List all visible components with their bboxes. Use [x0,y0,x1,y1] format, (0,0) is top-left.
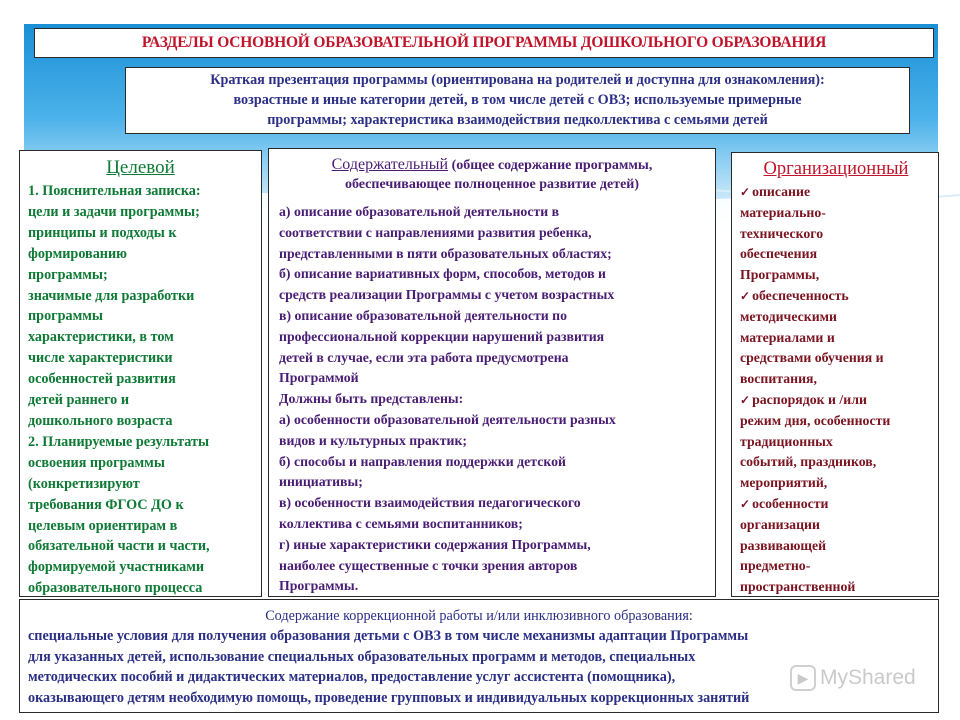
content-line: Должны быть представлены: [279,391,464,407]
content-line: инициативы; [279,474,363,490]
check-icon: ✓ [740,288,751,303]
target-line: 2. Планируемые результаты [28,433,210,450]
target-body [28,181,253,597]
content-line: Программой [279,370,359,386]
content-line: наиболее существенные с точки зрения авторов [279,557,578,573]
watermark-text: MyShared [820,666,916,689]
content-header [279,155,705,194]
content-body [279,202,705,597]
brief-line: возрастные и иные категории детей, в том числе детей с ОВЗ; используемые примерные [233,92,802,108]
target-line: образовательного процесса [28,580,203,597]
content-line: Программы. [279,578,359,594]
org-line: режим дня, особенности [740,412,891,428]
target-line: особенностей развития [28,371,176,388]
org-item [740,286,932,390]
correction-line: оказывающего детям необходимую помощь, проведение групповых и индивидуальных коррекционных занятий [28,689,750,706]
page-title: РАЗДЕЛЫ ОСНОВНОЙ ОБРАЗОВАТЕЛЬНОЙ ПРОГРАММЫ ДОШКОЛЬНОГО ОБРАЗОВАНИЯ [34,28,934,58]
org-line: распорядок и /или [752,391,867,407]
target-line: программы; [28,266,108,283]
org-line: обеспечения [740,246,818,262]
content-line: б) способы и направления поддержки детской [279,453,566,469]
target-line: принципы и подходы к [28,224,177,241]
watermark [790,662,930,694]
org-line: методическими [740,308,837,324]
target-line: значимые для разработки [28,287,195,304]
correction-line: специальные условия для получения образования детьми с ОВЗ в том числе механизмы адаптации Программы [28,628,749,645]
org-line: развивающей [740,537,827,553]
check-icon: ✓ [740,496,751,511]
target-line: формируемой участниками [28,559,205,576]
correction-line: методических пособий и дидактических материалов, предоставление услуг ассистента (помощника), [28,669,676,686]
org-body [740,182,932,597]
target-line: формированию [28,245,128,262]
org-item [740,494,932,597]
brief-line: Краткая презентация программы (ориентирована на родителей и доступна для ознакомления): [210,72,825,88]
target-line: детей раннего и [28,392,129,409]
org-line: описание [752,184,811,199]
correction-section [19,599,939,713]
target-line: требования ФГОС ДО к [28,496,184,513]
content-line: б) описание вариативных форм, способов, методов и [279,266,606,282]
target-line: числе характеристики [28,350,173,367]
watermark-icon: ▶ [790,665,816,691]
content-line: представленными в пяти образовательных областях; [279,245,612,261]
org-line: материалами и [740,329,835,345]
content-heading-line2: обеспечивающее полноценное развитие детей) [344,177,640,192]
org-line: пространственной [740,579,856,595]
org-line: организации [740,516,820,532]
org-line: предметно- [740,558,811,574]
org-section [731,152,939,597]
content-line: детей в случае, если эта работа предусмотрена [279,349,569,365]
org-line: Программы, [740,267,820,283]
org-line: событий, праздников, [740,454,877,470]
org-line: особенности [752,495,829,511]
org-line: традиционных [740,433,833,449]
org-item [740,390,932,494]
content-line: видов и культурных практик; [279,432,468,448]
target-line: целевым ориентирам в [28,517,178,534]
content-heading: Содержательный [331,156,449,173]
target-line: 1. Пояснительная записка: [28,183,201,199]
target-section [19,150,262,597]
org-line: обеспеченность [752,287,849,303]
content-line: средств реализации Программы с учетом возрастных [279,287,615,303]
content-line: в) особенности взаимодействия педагогического [279,495,581,511]
target-line: освоения программы [28,454,165,471]
correction-line: для указанных детей, использование специальных образовательных программ и методов, специальных [28,648,696,665]
content-line: в) описание образовательной деятельности по [279,307,568,323]
org-item [740,182,932,286]
content-line: соответствии с направлениями развития ребенка, [279,224,592,240]
content-line: г) иные характеристики содержания Программы, [279,536,591,552]
target-heading: Целевой [106,157,175,178]
content-heading-note: (общее содержание программы, [448,158,653,173]
org-line: воспитания, [740,371,817,387]
target-line: цели и задачи программы; [28,203,200,220]
content-line: профессиональной коррекции нарушений развития [279,328,605,344]
target-line: обязательной части и части, [28,538,210,555]
org-heading: Организационный [763,159,909,179]
target-line: характеристики, в том [28,329,174,346]
check-icon: ✓ [740,392,751,407]
content-section [268,148,716,597]
brief-presentation-box [125,67,910,134]
target-line: программы [28,308,103,325]
org-line: мероприятий, [740,475,828,491]
correction-heading: Содержание коррекционной работы и/или инклюзивного образования: [265,608,693,624]
content-line: а) описание образовательной деятельности в [279,204,560,219]
content-line: а) особенности образовательной деятельности разных [279,411,616,427]
org-line: средствами обучения и [740,350,884,366]
check-icon: ✓ [740,185,751,199]
org-line: материально- [740,204,826,220]
content-line: коллектива с семьями воспитанников; [279,515,523,531]
target-line: (конкретизируют [28,475,140,492]
target-line: дошкольного возраста [28,412,173,429]
brief-line: программы; характеристика взаимодействия педколлектива с семьями детей [267,112,768,128]
org-line: технического [740,225,824,241]
